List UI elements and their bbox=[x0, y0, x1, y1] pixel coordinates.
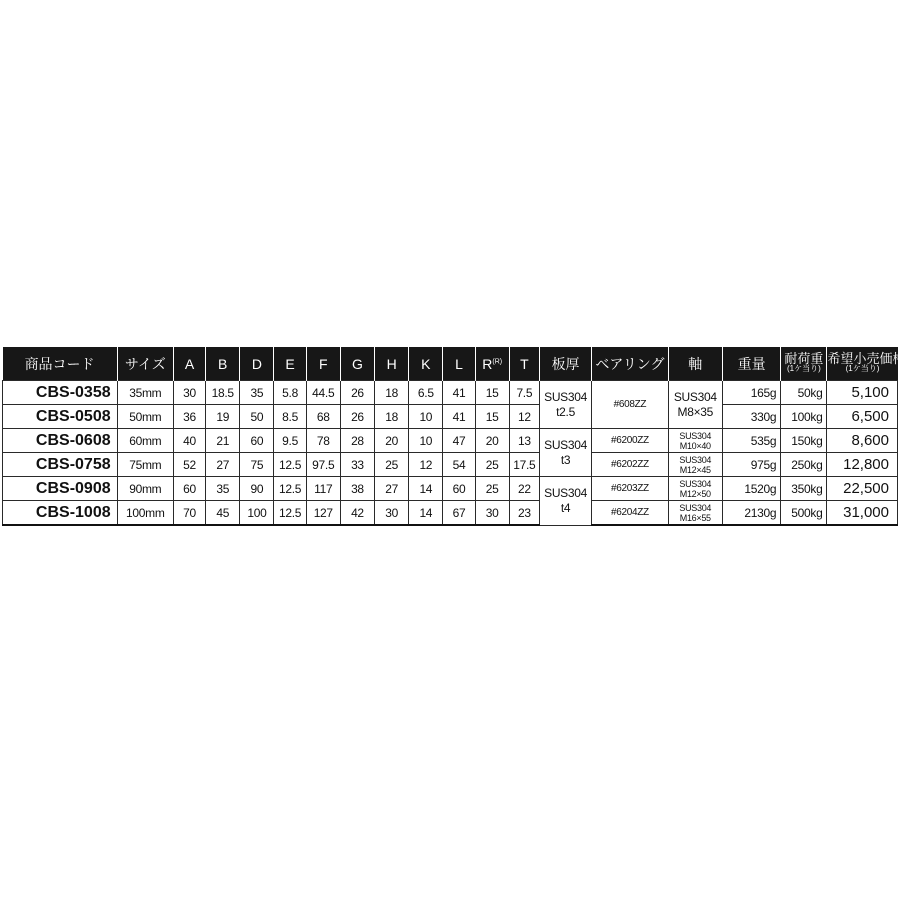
r-cell: 20 bbox=[475, 429, 509, 453]
bearing-cell: #6204ZZ bbox=[592, 501, 668, 526]
header-code: 商品コード bbox=[3, 347, 118, 381]
bearing-cell: #6202ZZ bbox=[592, 453, 668, 477]
size-cell: 50mm bbox=[117, 405, 173, 429]
k-cell: 14 bbox=[409, 477, 443, 501]
l-cell: 41 bbox=[443, 405, 475, 429]
product-code: CBS-0908 bbox=[3, 477, 118, 501]
header-t: T bbox=[509, 347, 539, 381]
l-cell: 41 bbox=[443, 381, 475, 405]
d-cell: 60 bbox=[240, 429, 274, 453]
r-cell: 25 bbox=[475, 453, 509, 477]
k-cell: 14 bbox=[409, 501, 443, 526]
a-cell: 30 bbox=[173, 381, 205, 405]
table-row bbox=[3, 501, 898, 526]
size-cell: 35mm bbox=[117, 381, 173, 405]
e-cell: 12.5 bbox=[274, 501, 306, 526]
b-cell: 18.5 bbox=[206, 381, 240, 405]
product-code: CBS-0608 bbox=[3, 429, 118, 453]
header-plate: 板厚 bbox=[539, 347, 591, 381]
plate-thickness: t4 bbox=[560, 500, 571, 515]
g-cell: 28 bbox=[340, 429, 374, 453]
e-cell: 5.8 bbox=[274, 381, 306, 405]
t-cell: 22 bbox=[509, 477, 539, 501]
k-cell: 12 bbox=[409, 453, 443, 477]
spec-table bbox=[2, 347, 906, 526]
header-f: F bbox=[306, 347, 340, 381]
h-cell: 27 bbox=[375, 477, 409, 501]
table-row bbox=[3, 477, 898, 501]
load-cell: 250kg bbox=[781, 453, 827, 477]
axle-cell bbox=[668, 501, 722, 526]
price-cell: 6,500 bbox=[827, 405, 898, 429]
product-code: CBS-0358 bbox=[3, 381, 118, 405]
e-cell: 12.5 bbox=[274, 477, 306, 501]
l-cell: 54 bbox=[443, 453, 475, 477]
t-cell: 7.5 bbox=[509, 381, 539, 405]
h-cell: 30 bbox=[375, 501, 409, 526]
f-cell: 78 bbox=[306, 429, 340, 453]
l-cell: 67 bbox=[443, 501, 475, 526]
price-cell: 8,600 bbox=[827, 429, 898, 453]
b-cell: 27 bbox=[206, 453, 240, 477]
axle-size: M8×35 bbox=[677, 404, 714, 419]
load-cell: 350kg bbox=[781, 477, 827, 501]
price-cell: 22,500 bbox=[827, 477, 898, 501]
h-cell: 25 bbox=[375, 453, 409, 477]
header-load-label: 耐荷重 bbox=[784, 351, 824, 366]
weight-cell: 1520g bbox=[722, 477, 780, 501]
k-cell: 6.5 bbox=[409, 381, 443, 405]
r-cell: 25 bbox=[475, 477, 509, 501]
load-cell: 50kg bbox=[781, 381, 827, 405]
axle-material: SUS304 bbox=[679, 430, 712, 441]
axle-material: SUS304 bbox=[679, 454, 712, 465]
axle-material: SUS304 bbox=[679, 502, 712, 513]
header-k: K bbox=[409, 347, 443, 381]
header-h: H bbox=[375, 347, 409, 381]
header-weight: 重量 bbox=[722, 347, 780, 381]
d-cell: 35 bbox=[240, 381, 274, 405]
h-cell: 18 bbox=[375, 405, 409, 429]
header-r bbox=[475, 347, 509, 381]
plate-thickness: t2.5 bbox=[556, 404, 575, 419]
load-cell: 500kg bbox=[781, 501, 827, 526]
g-cell: 26 bbox=[340, 381, 374, 405]
b-cell: 21 bbox=[206, 429, 240, 453]
table-row bbox=[3, 405, 898, 429]
product-code: CBS-0758 bbox=[3, 453, 118, 477]
table-row bbox=[3, 429, 898, 453]
g-cell: 42 bbox=[340, 501, 374, 526]
header-row bbox=[3, 347, 898, 381]
r-cell: 15 bbox=[475, 405, 509, 429]
header-g: G bbox=[340, 347, 374, 381]
plate-cell bbox=[539, 381, 591, 429]
axle-cell bbox=[668, 429, 722, 453]
plate-material: SUS304 bbox=[544, 389, 588, 404]
axle-size: M12×45 bbox=[679, 464, 711, 475]
plate-cell bbox=[539, 429, 591, 477]
e-cell: 9.5 bbox=[274, 429, 306, 453]
axle-cell bbox=[668, 477, 722, 501]
header-bearing: ベアリング bbox=[592, 347, 668, 381]
weight-cell: 330g bbox=[722, 405, 780, 429]
size-cell: 100mm bbox=[117, 501, 173, 526]
axle-material: SUS304 bbox=[673, 389, 717, 404]
header-load bbox=[781, 347, 827, 381]
weight-cell: 975g bbox=[722, 453, 780, 477]
table-row bbox=[3, 381, 898, 405]
header-l: L bbox=[443, 347, 475, 381]
f-cell: 127 bbox=[306, 501, 340, 526]
axle-size: M12×50 bbox=[679, 488, 711, 499]
bearing-cell: #6203ZZ bbox=[592, 477, 668, 501]
d-cell: 75 bbox=[240, 453, 274, 477]
a-cell: 70 bbox=[173, 501, 205, 526]
header-e: E bbox=[274, 347, 306, 381]
axle-material: SUS304 bbox=[679, 478, 712, 489]
a-cell: 40 bbox=[173, 429, 205, 453]
header-size: サイズ bbox=[117, 347, 173, 381]
weight-cell: 2130g bbox=[722, 501, 780, 526]
header-price-sub: (1ケ当り) bbox=[845, 364, 880, 373]
weight-cell: 535g bbox=[722, 429, 780, 453]
e-cell: 8.5 bbox=[274, 405, 306, 429]
l-cell: 60 bbox=[443, 477, 475, 501]
header-a: A bbox=[173, 347, 205, 381]
axle-size: M16×55 bbox=[679, 512, 711, 523]
d-cell: 90 bbox=[240, 477, 274, 501]
k-cell: 10 bbox=[409, 429, 443, 453]
size-cell: 60mm bbox=[117, 429, 173, 453]
l-cell: 47 bbox=[443, 429, 475, 453]
b-cell: 45 bbox=[206, 501, 240, 526]
f-cell: 68 bbox=[306, 405, 340, 429]
header-price-label: 希望小売価格 bbox=[827, 351, 906, 366]
bearing-cell: #608ZZ bbox=[592, 381, 668, 429]
r-cell: 15 bbox=[475, 381, 509, 405]
header-r-sup: (R) bbox=[492, 357, 503, 365]
size-cell: 90mm bbox=[117, 477, 173, 501]
weight-cell: 165g bbox=[722, 381, 780, 405]
product-code: CBS-1008 bbox=[3, 501, 118, 526]
plate-material: SUS304 bbox=[544, 437, 588, 452]
plate-material: SUS304 bbox=[544, 485, 588, 500]
a-cell: 52 bbox=[173, 453, 205, 477]
r-cell: 30 bbox=[475, 501, 509, 526]
load-cell: 150kg bbox=[781, 429, 827, 453]
price-cell: 12,800 bbox=[827, 453, 898, 477]
header-price bbox=[827, 347, 906, 381]
load-cell: 100kg bbox=[781, 405, 827, 429]
header-axle: 軸 bbox=[668, 347, 722, 381]
f-cell: 97.5 bbox=[306, 453, 340, 477]
d-cell: 50 bbox=[240, 405, 274, 429]
axle-size: M10×40 bbox=[679, 440, 711, 451]
bearing-cell: #6200ZZ bbox=[592, 429, 668, 453]
header-load-sub: (1ケ当り) bbox=[786, 364, 821, 373]
header-r-label: R bbox=[482, 355, 493, 372]
a-cell: 60 bbox=[173, 477, 205, 501]
t-cell: 13 bbox=[509, 429, 539, 453]
t-cell: 17.5 bbox=[509, 453, 539, 477]
g-cell: 38 bbox=[340, 477, 374, 501]
price-cell: 31,000 bbox=[827, 501, 898, 526]
plate-cell bbox=[539, 477, 591, 526]
table-row bbox=[3, 453, 898, 477]
header-d: D bbox=[240, 347, 274, 381]
header-b: B bbox=[206, 347, 240, 381]
f-cell: 117 bbox=[306, 477, 340, 501]
t-cell: 23 bbox=[509, 501, 539, 526]
d-cell: 100 bbox=[240, 501, 274, 526]
b-cell: 35 bbox=[206, 477, 240, 501]
axle-cell bbox=[668, 453, 722, 477]
f-cell: 44.5 bbox=[306, 381, 340, 405]
plate-thickness: t3 bbox=[560, 452, 571, 467]
e-cell: 12.5 bbox=[274, 453, 306, 477]
g-cell: 33 bbox=[340, 453, 374, 477]
g-cell: 26 bbox=[340, 405, 374, 429]
t-cell: 12 bbox=[509, 405, 539, 429]
axle-cell bbox=[668, 381, 722, 429]
b-cell: 19 bbox=[206, 405, 240, 429]
h-cell: 18 bbox=[375, 381, 409, 405]
product-code: CBS-0508 bbox=[3, 405, 118, 429]
size-cell: 75mm bbox=[117, 453, 173, 477]
h-cell: 20 bbox=[375, 429, 409, 453]
a-cell: 36 bbox=[173, 405, 205, 429]
price-cell: 5,100 bbox=[827, 381, 898, 405]
k-cell: 10 bbox=[409, 405, 443, 429]
